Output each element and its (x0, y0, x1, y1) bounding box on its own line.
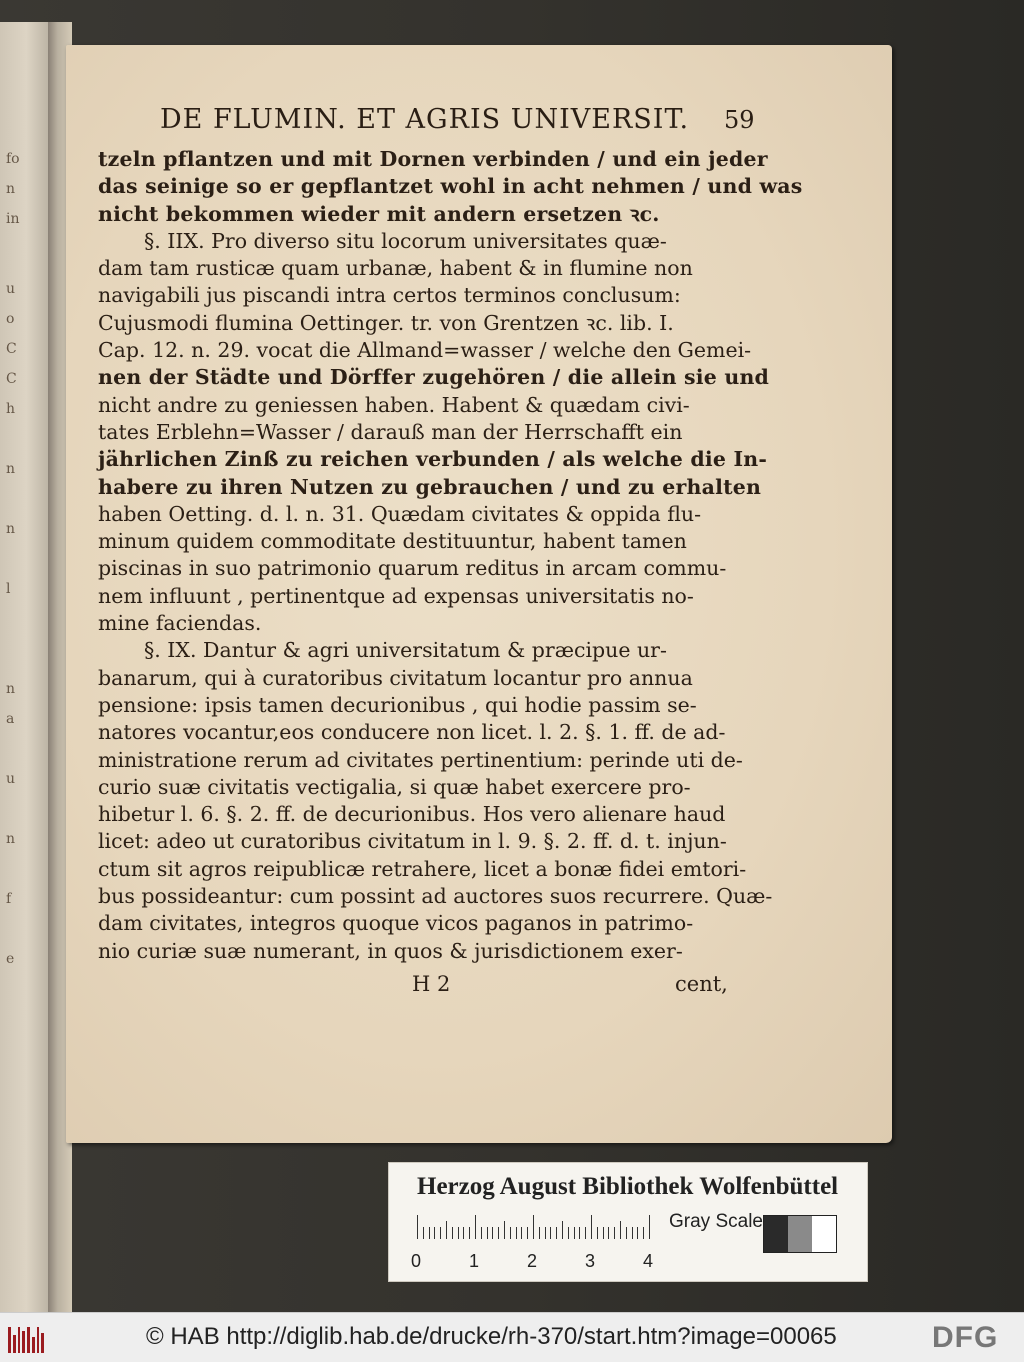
adjacent-page-glyph: n (6, 681, 16, 697)
gray-swatch-light (812, 1216, 836, 1252)
running-head: DE FLUMIN. ET AGRIS UNIVERSIT. (160, 104, 690, 135)
ruler-number: 0 (411, 1251, 422, 1271)
ruler-tick (452, 1227, 453, 1239)
adjacent-page-glyph: C (6, 371, 17, 387)
text-line: piscinas in suo patrimonio quarum reditus in arcam commu- (98, 556, 727, 581)
ruler-tick (475, 1215, 476, 1239)
ruler-tick (469, 1227, 470, 1239)
paragraph-start-line: §. IIX. Pro diverso situ locorum universitates quæ- (144, 228, 667, 253)
text-line: licet: adeo ut curatoribus civitatum in l. 9. §. 2. ff. d. t. injun- (98, 829, 727, 854)
text-line: tzeln pflantzen und mit Dornen verbinden / und ein jeder (98, 147, 768, 171)
ruler-tick (643, 1227, 644, 1239)
text-line: dam tam rusticæ quam urbanæ, habent & in flumine non (98, 256, 693, 281)
text-line: Cujusmodi flumina Oettinger. tr. von Grentzen ꝛc. lib. I. (98, 310, 674, 335)
copyright-link[interactable]: © HAB http://diglib.hab.de/drucke/rh-370/start.htm?image=00065 (146, 1323, 837, 1350)
adjacent-page-glyph: u (6, 281, 16, 297)
ruler-numbers (411, 1251, 661, 1273)
ruler-tick (446, 1221, 447, 1239)
page-number: 59 (724, 106, 755, 134)
catchword: cent, (675, 972, 728, 996)
ruler-tick (458, 1227, 459, 1239)
ruler-tick (417, 1215, 418, 1239)
ruler-tick (608, 1227, 609, 1239)
text-line: curio suæ civitatis vectigalia, si quæ habet exercere pro- (98, 774, 691, 799)
text-line: nio curiæ suæ numerant, in quos & jurisdictionem exer- (98, 938, 683, 963)
adjacent-page-glyph: o (6, 311, 15, 327)
ruler-tick (632, 1227, 633, 1239)
gray-scale-label: Gray Scale (669, 1211, 763, 1232)
ruler-tick (504, 1221, 505, 1239)
text-line: jährlichen Zinß zu reichen verbunden / als welche die In- (98, 447, 768, 472)
adjacent-page-glyph: fo (6, 151, 20, 167)
text-line: mine faciendas. (98, 611, 262, 636)
hab-logo-icon (8, 1323, 44, 1353)
adjacent-page-glyph: h (6, 401, 16, 417)
text-line: dam civitates, integros quoque vicos paganos in patrimo- (98, 911, 694, 936)
adjacent-page-glyph: n (6, 181, 16, 197)
ruler-tick (510, 1227, 511, 1239)
ruler-number: 2 (527, 1251, 538, 1271)
text-line: haben Oetting. d. l. n. 31. Quædam civitates & oppida flu- (98, 501, 702, 526)
paragraph-start-line: §. IX. Dantur & agri universitatum & præcipue ur- (144, 638, 667, 663)
adjacent-page-glyph: u (6, 771, 16, 787)
ruler-tick (527, 1227, 528, 1239)
ruler-tick (539, 1227, 540, 1239)
ruler-tick (562, 1221, 563, 1239)
ruler-number: 3 (585, 1251, 596, 1271)
ruler-tick (516, 1227, 517, 1239)
gray-swatch-mid (788, 1216, 812, 1252)
text-line: navigabili jus piscandi intra certos terminos conclusum: (98, 283, 681, 308)
text-line: ministratione rerum ad civitates pertinentium: perinde uti de- (98, 747, 743, 772)
adjacent-page-strip (0, 22, 48, 1322)
ruler-tick (550, 1227, 551, 1239)
adjacent-page-glyph: in (6, 211, 20, 227)
ruler-tick (440, 1227, 441, 1239)
text-line: hibetur l. 6. §. 2. ff. de decurionibus. Hos vero alienare haud (98, 802, 726, 827)
ruler-tick (556, 1227, 557, 1239)
ruler-tick (574, 1227, 575, 1239)
adjacent-page-glyph: a (6, 711, 15, 727)
ruler-tick (498, 1227, 499, 1239)
text-line: tates Erblehn=Wasser / darauß man der Herrschafft ein (98, 419, 683, 444)
gray-scale-swatch (763, 1215, 837, 1253)
text-line: nicht andre zu geniessen haben. Habent & quædam civi- (98, 392, 690, 417)
text-line: nem influunt , pertinentque ad expensas universitatis no- (98, 583, 694, 608)
adjacent-page-glyph: n (6, 521, 16, 537)
ruler-tick (492, 1227, 493, 1239)
ruler-tick (545, 1227, 546, 1239)
measurement-ruler (417, 1215, 649, 1239)
signature-mark: H 2 (412, 972, 451, 996)
ruler-tick (521, 1227, 522, 1239)
adjacent-page-glyph: f (6, 891, 12, 907)
ruler-tick (533, 1215, 534, 1239)
text-line: minum quidem commoditate destituuntur, habent tamen (98, 529, 687, 554)
ruler-number: 1 (469, 1251, 480, 1271)
dfg-logo: DFG (932, 1321, 999, 1354)
ruler-tick (423, 1227, 424, 1239)
library-color-label (388, 1162, 868, 1282)
ruler-tick (626, 1227, 627, 1239)
adjacent-page-glyph: e (6, 951, 15, 967)
adjacent-page-glyph: l (6, 581, 11, 597)
viewer-footer (0, 1312, 1024, 1362)
ruler-tick (434, 1227, 435, 1239)
ruler-tick (463, 1227, 464, 1239)
ruler-tick (597, 1227, 598, 1239)
ruler-tick (487, 1227, 488, 1239)
text-line: natores vocantur,eos conducere non licet. l. 2. §. 1. ff. de ad- (98, 720, 726, 745)
ruler-tick (591, 1215, 592, 1239)
ruler-tick (603, 1227, 604, 1239)
body-text (98, 146, 803, 965)
ruler-tick (620, 1221, 621, 1239)
text-line: habere zu ihren Nutzen zu gebrauchen / und zu erhalten (98, 474, 762, 499)
ruler-tick (637, 1227, 638, 1239)
ruler-tick (649, 1215, 650, 1239)
text-line: das seinige so er gepflantzet wohl in acht nehmen / und was (98, 174, 803, 199)
ruler-number: 4 (643, 1251, 654, 1271)
text-line: nen der Städte und Dörffer zugehören / die allein sie und (98, 365, 770, 390)
ruler-tick (429, 1227, 430, 1239)
adjacent-page-glyph: C (6, 341, 17, 357)
ruler-tick (614, 1227, 615, 1239)
library-name: Herzog August Bibliothek Wolfenbüttel (417, 1173, 839, 1200)
gray-swatch-dark (764, 1216, 788, 1252)
ruler-tick (481, 1227, 482, 1239)
text-line: Cap. 12. n. 29. vocat die Allmand=wasser / welche den Gemei- (98, 338, 752, 363)
adjacent-page-glyph: n (6, 831, 16, 847)
ruler-tick (568, 1227, 569, 1239)
text-line: pensione: ipsis tamen decurionibus , qui hodie passim se- (98, 692, 697, 717)
text-line: ctum sit agros reipublicæ retrahere, licet a bonæ fidei emtori- (98, 856, 747, 881)
ruler-tick (579, 1227, 580, 1239)
adjacent-page-glyph: n (6, 461, 16, 477)
text-line: bus possideantur: cum possint ad auctores suos recurrere. Quæ- (98, 884, 773, 909)
text-line: nicht bekommen wieder mit andern ersetzen ꝛc. (98, 201, 660, 226)
text-line: banarum, qui à curatoribus civitatum locantur pro annua (98, 665, 693, 690)
ruler-tick (585, 1227, 586, 1239)
